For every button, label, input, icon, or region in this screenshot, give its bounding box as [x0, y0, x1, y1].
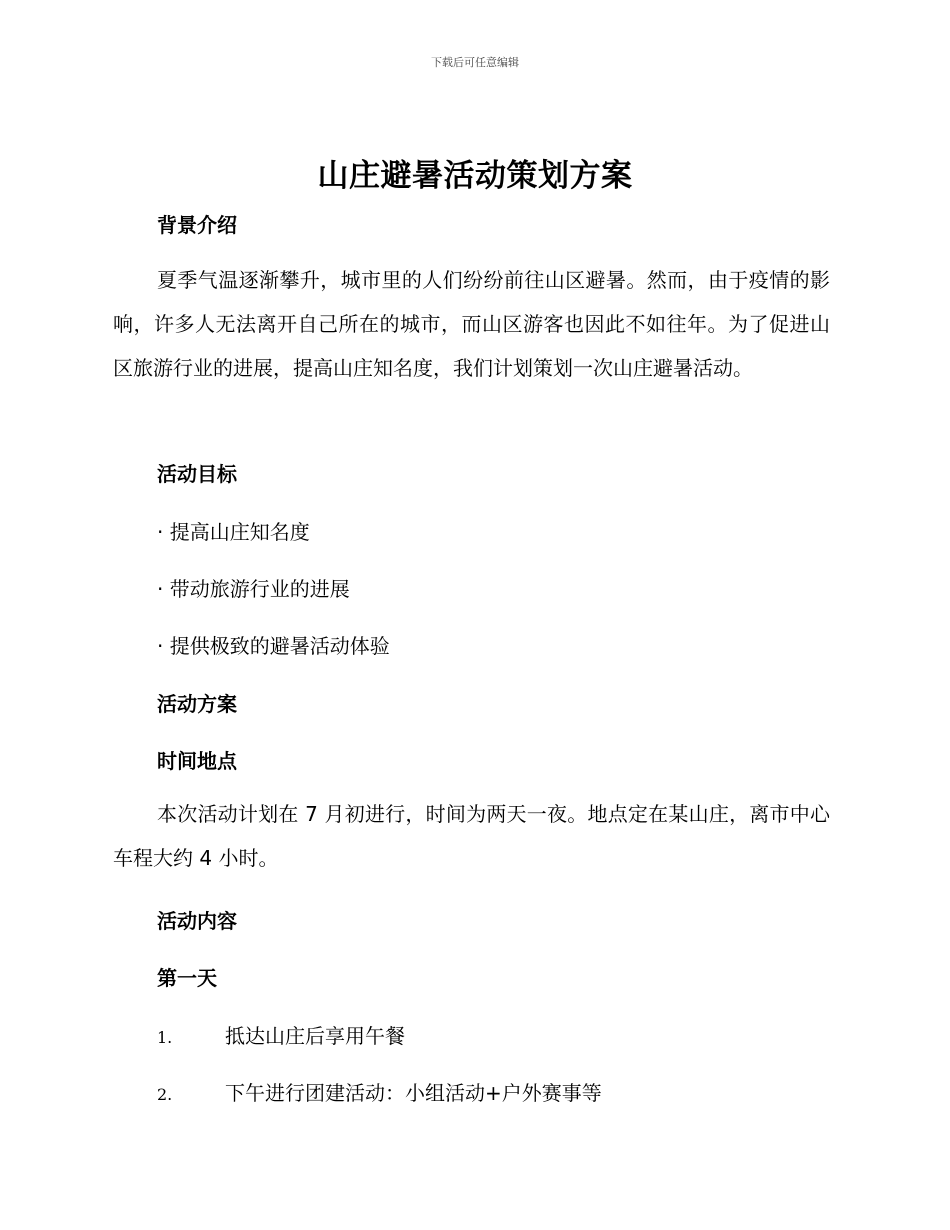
paragraph-time-place: 本次活动计划在 7 月初进行，时间为两天一夜。地点定在某山庄，离市中心车程大约 4 小时。: [113, 802, 830, 870]
goal-item-3: · 提供极致的避暑活动体验: [157, 634, 390, 658]
header-note: 下载后可任意编辑: [431, 56, 519, 69]
list-number: 2.: [157, 1085, 173, 1104]
heading-plan: 活动方案: [157, 692, 237, 716]
list-number: 1.: [157, 1028, 173, 1047]
document-title: 山庄避暑活动策划方案: [317, 158, 633, 194]
goal-item-1: · 提高山庄知名度: [157, 520, 310, 544]
list-item-text: 下午进行团建活动：小组活动+户外赛事等: [225, 1081, 602, 1105]
heading-goals: 活动目标: [157, 462, 237, 486]
heading-content: 活动内容: [157, 909, 237, 933]
list-item-text: 抵达山庄后享用午餐: [225, 1024, 405, 1048]
day1-item-2: [157, 1077, 602, 1106]
heading-time-place: 时间地点: [157, 749, 237, 773]
day1-item-1: [157, 1020, 405, 1049]
paragraph-background: 夏季气温逐渐攀升，城市里的人们纷纷前往山区避暑。然而，由于疫情的影响，许多人无法离开自己所在的城市，而山区游客也因此不如往年。为了促进山区旅游行业的进展，提高山庄知名度，我们计划策划一次山庄避暑活动。: [113, 268, 830, 380]
goal-item-2: · 带动旅游行业的进展: [157, 577, 350, 601]
heading-day1: 第一天: [157, 966, 217, 990]
heading-background: 背景介绍: [157, 213, 237, 237]
